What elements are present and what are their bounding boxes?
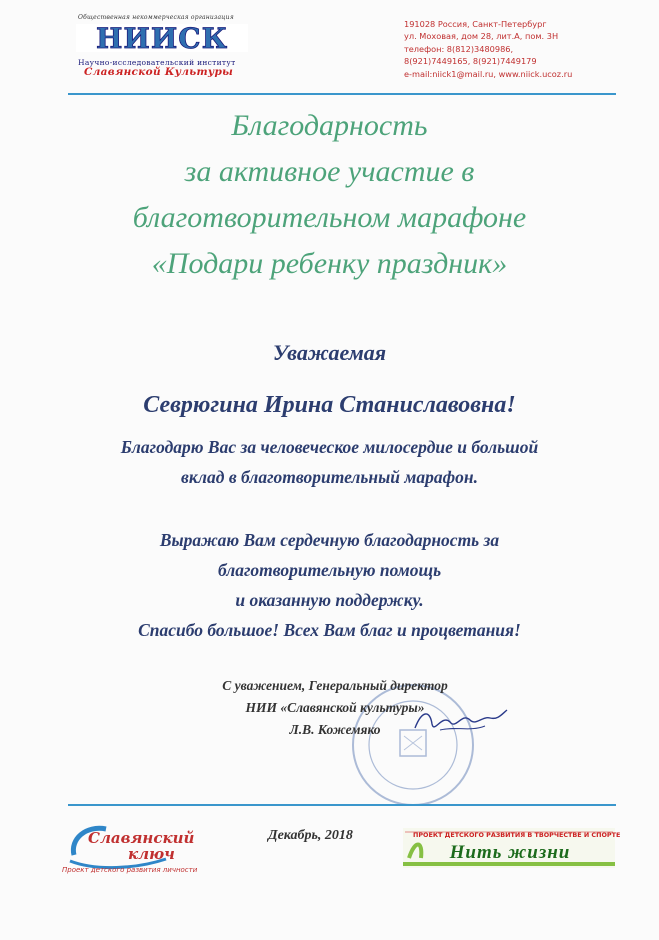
paragraph-line: и оказанную поддержку.	[235, 590, 424, 610]
address-email-web: e-mail:niick1@mail.ru, www.niick.ucoz.ru	[404, 68, 573, 79]
title-line: Благодарность	[231, 109, 428, 142]
address-line: телефон: 8(812)3480986,	[404, 43, 514, 54]
signature-line: С уважением, Генеральный директор	[222, 678, 448, 693]
thread-of-life-caption: ПРОЕКТ ДЕТСКОГО РАЗВИТИЯ В ТВОРЧЕСТВЕ И СПОРТЕ	[413, 831, 621, 839]
title-line: «Подари ребенку праздник»	[151, 247, 508, 280]
paragraph-line: благотворительную помощь	[217, 560, 442, 580]
svg-text:Славянский: Славянский	[88, 829, 195, 847]
address-line: ул. Моховая, дом 28, лит.А, пом. 3Н	[404, 31, 559, 42]
address-line: 191028 Россия, Санкт-Петербург	[404, 19, 547, 29]
paragraph-gratitude	[0, 432, 659, 492]
address-line: 8(921)7449165, 8(921)7449179	[404, 56, 537, 67]
document-title	[0, 103, 659, 287]
org-subtitle-institute: Научно-исследовательский институт	[78, 58, 236, 67]
svg-text:ключ: ключ	[128, 845, 175, 863]
title-line: за активное участие в	[184, 155, 475, 188]
org-small-caption: Общественная некоммерческая организация	[78, 14, 234, 21]
paragraph-thanks	[0, 525, 659, 645]
org-address-block	[404, 18, 572, 80]
niisk-logo	[76, 22, 248, 54]
document-date: Декабрь, 2018	[268, 828, 353, 843]
paragraph-line: вклад в благотворительный марафон.	[181, 467, 478, 487]
footer-divider	[68, 804, 616, 806]
handwritten-signature-icon	[410, 700, 510, 740]
recipient-name: Севрюгина Ирина Станиславовна!	[143, 392, 516, 418]
niisk-logo-letters: НИИСК	[95, 22, 229, 54]
signature-line: НИИ «Славянской культуры»	[245, 700, 425, 715]
title-line: благотворительном марафоне	[132, 201, 527, 234]
header-divider	[68, 93, 616, 95]
salutation: Уважаемая	[272, 340, 387, 365]
org-subtitle-culture: Славянской Культуры	[84, 66, 234, 78]
paragraph-line: Выражаю Вам сердечную благодарность за	[159, 530, 500, 550]
paragraph-line: Спасибо большое! Всех Вам благ и процветания!	[138, 620, 521, 640]
signature-name: Л.В. Кожемяко	[289, 722, 381, 737]
thread-of-life-title: Нить жизни	[449, 842, 571, 863]
slavic-key-tagline: Проект детского развития личности	[62, 866, 198, 874]
paragraph-line: Благодарю Вас за человеческое милосердие и большой	[120, 437, 539, 457]
